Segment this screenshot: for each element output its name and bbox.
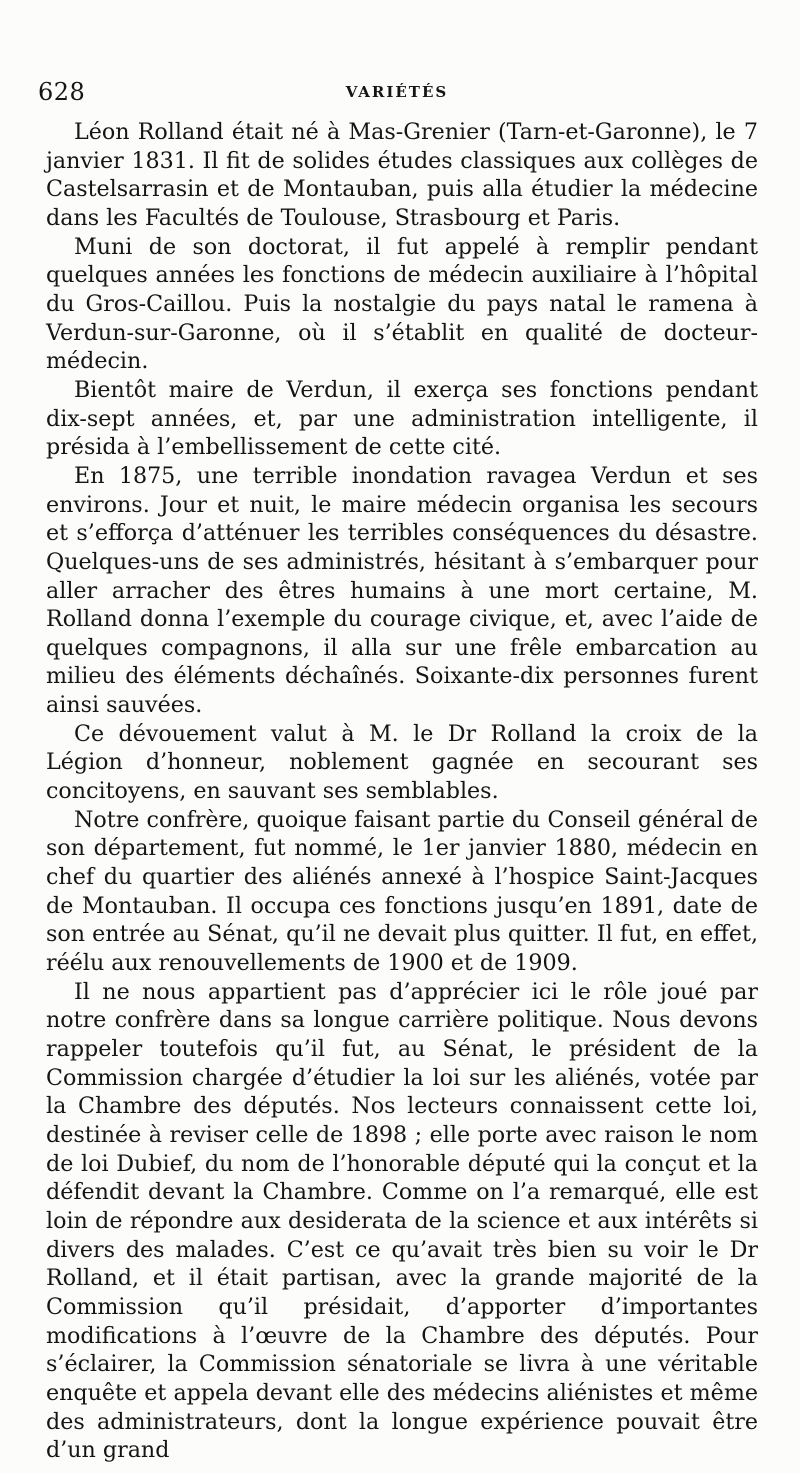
running-title: VARIÉTÉS xyxy=(345,83,449,101)
paragraph-mayor: Bientôt maire de Verdun, il exerça ses fonctions pendant dix-sept années, et, par une administration intelligente, il présida à l’embellissement de cette cité. xyxy=(46,376,758,461)
paragraph-senate: Notre confrère, quoique faisant partie du Conseil général de son département, fut nommé, le 1er janvier 1880, médecin en chef du quartier des aliénés annexé à l’hospice Saint-Jacques de Montauban. Il occupa ces fonctions jusqu’en 1891, date de son entrée au Sénat, qu’il ne devait plus quitter. Il fut, en effet, réélu aux renouvellements de 1900 et de 1909. xyxy=(46,806,758,977)
article-body xyxy=(46,118,758,1465)
paragraph-birth-education: Léon Rolland était né à Mas-Grenier (Tarn-et-Garonne), le 7 janvier 1831. Il fit de solides études classiques aux collèges de Castelsarrasin et de Montauban, puis alla étudier la médecine dans les Facultés de Toulouse, Strasbourg et Paris. xyxy=(46,119,758,231)
running-head xyxy=(38,78,756,108)
paragraph-flood-1875: En 1875, une terrible inondation ravagea Verdun et ses environs. Jour et nuit, le maire médecin organisa les secours et s’efforça d’atténuer les terribles conséquences du désastre. Quelques-uns de ses administrés, hésitant à s’embarquer pour aller arracher des êtres humains à une mort certaine, M. Rolland donna l’exemple du courage civique, et, avec l’aide de quelques compagnons, il alla sur une frêle embarcation au milieu des éléments déchaînés. Soixante-dix personnes furent ainsi sauvées. xyxy=(46,462,758,719)
paragraph-legion-honneur: Ce dévouement valut à M. le Dr Rolland la croix de la Légion d’honneur, noblement gagnée en secourant ses concitoyens, en sauvant ses semblables. xyxy=(46,720,758,805)
page-number: 628 xyxy=(38,78,86,106)
paragraph-doctorate: Muni de son doctorat, il fut appelé à remplir pendant quelques années les fonctions de médecin auxiliaire à l’hôpital du Gros-Caillou. Puis la nostalgie du pays natal le ramena à Verdun-sur-Garonne, où il s’établit en qualité de docteur-médecin. xyxy=(46,233,758,375)
paragraph-loi-dubief: Il ne nous appartient pas d’apprécier ici le rôle joué par notre confrère dans sa longue carrière politique. Nous devons rappeler toutefois qu’il fut, au Sénat, le président de la Commission chargée d’étudier la loi sur les aliénés, votée par la Chambre des députés. Nos lecteurs connaissent cette loi, destinée à reviser celle de 1898 ; elle porte avec raison le nom de loi Dubief, du nom de l’honorable député qui la conçut et la défendit devant la Chambre. Comme on l’a remarqué, elle est loin de répondre aux desiderata de la science et aux intérêts si divers des malades. C’est ce qu’avait très bien su voir le Dr Rolland, et il était partisan, avec la grande majorité de la Commission qu’il présidait, d’apporter d’importantes modifications à l’œuvre de la Chambre des députés. Pour s’éclairer, la Commission sénatoriale se livra à une véritable enquête et appela devant elle des médecins aliénistes et même des administrateurs, dont la longue expérience pouvait être d’un grand xyxy=(46,978,758,1464)
